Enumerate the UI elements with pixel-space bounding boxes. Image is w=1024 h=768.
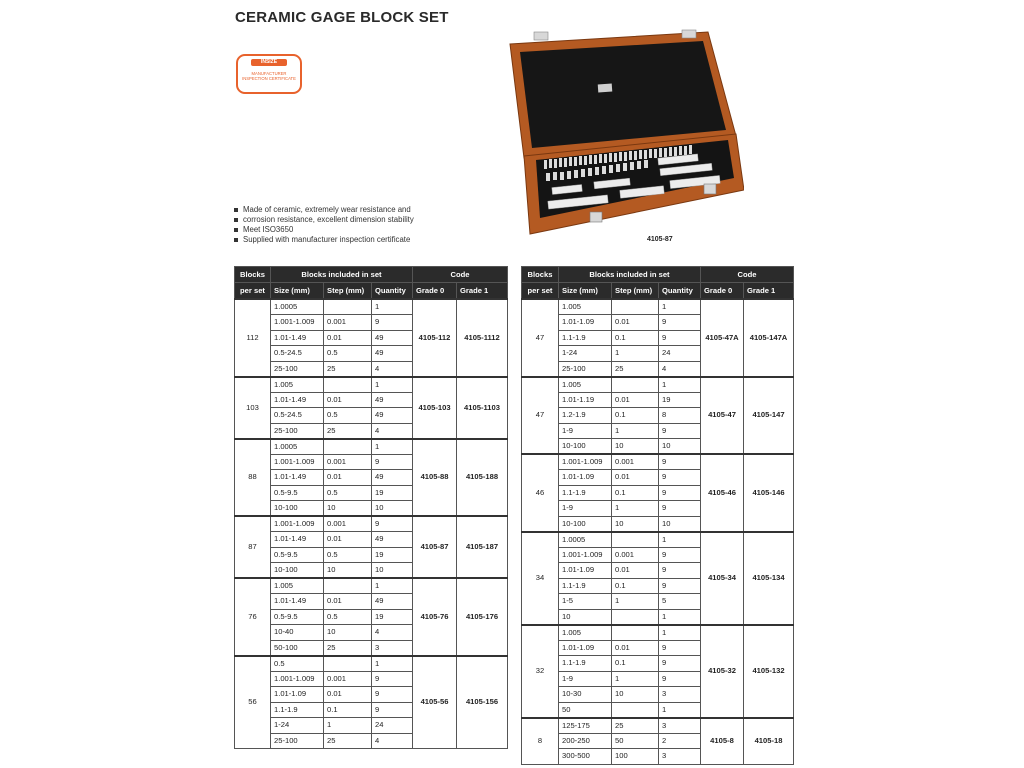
step-cell: 0.01 <box>324 470 372 486</box>
step-cell: 10 <box>324 563 372 579</box>
step-cell: 0.5 <box>324 485 372 501</box>
blocks-per-set-cell: 87 <box>235 516 271 578</box>
step-cell: 25 <box>324 423 372 439</box>
step-cell: 10 <box>324 625 372 641</box>
size-cell: 10-100 <box>559 516 612 532</box>
size-cell: 1-9 <box>559 501 612 517</box>
table-row <box>235 439 508 455</box>
quantity-cell: 1 <box>659 377 701 393</box>
table-row <box>522 454 794 470</box>
step-cell: 0.001 <box>324 671 372 687</box>
quantity-cell: 49 <box>372 392 413 408</box>
grade-0-code-cell: 4105-88 <box>413 439 457 517</box>
header-code: Code <box>413 267 508 283</box>
quantity-cell: 9 <box>659 470 701 486</box>
step-cell: 0.01 <box>324 330 372 346</box>
step-cell: 1 <box>612 671 659 687</box>
step-cell: 1 <box>612 423 659 439</box>
blocks-per-set-cell: 34 <box>522 532 559 625</box>
step-cell: 1 <box>612 346 659 362</box>
step-cell: 0.01 <box>612 563 659 579</box>
step-cell: 25 <box>612 718 659 734</box>
step-cell: 0.001 <box>324 315 372 331</box>
step-cell: 0.5 <box>324 346 372 362</box>
step-cell: 10 <box>612 439 659 455</box>
size-cell: 0.5-9.5 <box>271 485 324 501</box>
quantity-cell: 9 <box>659 485 701 501</box>
size-cell: 200-250 <box>559 733 612 749</box>
step-cell <box>612 299 659 315</box>
step-cell <box>612 609 659 625</box>
quantity-cell: 9 <box>372 454 413 470</box>
inspection-certificate-badge <box>236 54 302 94</box>
size-cell: 1-5 <box>559 594 612 610</box>
step-cell: 50 <box>612 733 659 749</box>
quantity-cell: 49 <box>372 346 413 362</box>
header-blocks: Blocks <box>522 267 559 283</box>
size-cell: 25-100 <box>271 361 324 377</box>
header-size: Size (mm) <box>271 283 324 300</box>
table-row <box>522 718 794 734</box>
quantity-cell: 9 <box>372 516 413 532</box>
table-body-left <box>235 299 508 749</box>
step-cell <box>324 377 372 393</box>
blocks-per-set-cell: 103 <box>235 377 271 439</box>
grade-1-code-cell: 4105-1103 <box>457 377 508 439</box>
size-cell: 1.01-1.19 <box>559 392 612 408</box>
quantity-cell: 10 <box>659 516 701 532</box>
grade-1-code-cell: 4105-147A <box>744 299 794 377</box>
header-grade-1: Grade 1 <box>457 283 508 300</box>
size-cell: 1.01-1.49 <box>271 392 324 408</box>
step-cell: 0.01 <box>612 640 659 656</box>
header-grade-1: Grade 1 <box>744 283 794 300</box>
quantity-cell: 19 <box>372 547 413 563</box>
header-blocks-included: Blocks included in set <box>559 267 701 283</box>
size-cell: 1.1-1.9 <box>559 485 612 501</box>
quantity-cell: 1 <box>372 656 413 672</box>
size-cell: 1.0005 <box>559 532 612 548</box>
size-cell: 1.2-1.9 <box>559 408 612 424</box>
quantity-cell: 1 <box>659 702 701 718</box>
quantity-cell: 49 <box>372 532 413 548</box>
size-cell: 10-100 <box>559 439 612 455</box>
step-cell: 0.01 <box>324 594 372 610</box>
step-cell: 0.01 <box>612 392 659 408</box>
step-cell: 0.1 <box>612 578 659 594</box>
grade-1-code-cell: 4105-188 <box>457 439 508 517</box>
grade-0-code-cell: 4105-56 <box>413 656 457 749</box>
size-cell: 1.005 <box>559 625 612 641</box>
step-cell: 0.01 <box>324 687 372 703</box>
blocks-per-set-cell: 112 <box>235 299 271 377</box>
gage-block-case-image <box>508 28 744 238</box>
quantity-cell: 49 <box>372 408 413 424</box>
step-cell: 0.5 <box>324 408 372 424</box>
size-cell: 1-9 <box>559 423 612 439</box>
step-cell <box>324 656 372 672</box>
size-cell: 1-24 <box>271 718 324 734</box>
blocks-per-set-cell: 47 <box>522 299 559 377</box>
badge-line-2: INSPECTION CERTIFICATE <box>242 76 296 81</box>
quantity-cell: 9 <box>659 423 701 439</box>
size-cell: 1.0005 <box>271 439 324 455</box>
grade-0-code-cell: 4105-8 <box>701 718 744 765</box>
size-cell: 0.5-9.5 <box>271 609 324 625</box>
quantity-cell: 3 <box>659 687 701 703</box>
quantity-cell: 9 <box>659 315 701 331</box>
size-cell: 1.005 <box>271 578 324 594</box>
header-blocks: Blocks <box>235 267 271 283</box>
size-cell: 25-100 <box>559 361 612 377</box>
quantity-cell: 19 <box>372 609 413 625</box>
size-cell: 10-100 <box>271 501 324 517</box>
feature-list <box>233 205 473 245</box>
table-row <box>522 532 794 548</box>
size-cell: 1.01-1.49 <box>271 594 324 610</box>
quantity-cell: 4 <box>372 625 413 641</box>
blocks-per-set-cell: 76 <box>235 578 271 656</box>
header-grade-0: Grade 0 <box>701 283 744 300</box>
quantity-cell: 24 <box>372 718 413 734</box>
size-cell: 1.001-1.009 <box>271 315 324 331</box>
quantity-cell: 1 <box>372 578 413 594</box>
quantity-cell: 3 <box>659 749 701 765</box>
size-cell: 1.1-1.9 <box>559 578 612 594</box>
size-cell: 1.1-1.9 <box>559 656 612 672</box>
size-cell: 10-100 <box>271 563 324 579</box>
size-cell: 1.1-1.9 <box>559 330 612 346</box>
step-cell: 1 <box>612 501 659 517</box>
quantity-cell: 1 <box>659 609 701 625</box>
quantity-cell: 2 <box>659 733 701 749</box>
badge-line-1: MANUFACTURER <box>251 71 287 76</box>
size-cell: 0.5-24.5 <box>271 346 324 362</box>
size-cell: 1-9 <box>559 671 612 687</box>
grade-1-code-cell: 4105-132 <box>744 625 794 718</box>
quantity-cell: 19 <box>372 485 413 501</box>
quantity-cell: 1 <box>372 439 413 455</box>
size-cell: 25-100 <box>271 733 324 749</box>
size-cell: 25-100 <box>271 423 324 439</box>
latch-right <box>704 184 716 194</box>
step-cell: 25 <box>612 361 659 377</box>
table-row <box>522 299 794 315</box>
header-per-set: per set <box>522 283 559 300</box>
quantity-cell: 1 <box>659 299 701 315</box>
page-title: CERAMIC GAGE BLOCK SET <box>235 9 449 26</box>
table-row <box>522 377 794 393</box>
blocks-per-set-cell: 46 <box>522 454 559 532</box>
header-grade-0: Grade 0 <box>413 283 457 300</box>
size-cell: 0.5-9.5 <box>271 547 324 563</box>
size-cell: 1.0005 <box>271 299 324 315</box>
quantity-cell: 4 <box>372 423 413 439</box>
quantity-cell: 9 <box>659 563 701 579</box>
quantity-cell: 9 <box>372 315 413 331</box>
badge-brand-logo: INSIZE <box>251 59 287 66</box>
grade-1-code-cell: 4105-18 <box>744 718 794 765</box>
quantity-cell: 5 <box>659 594 701 610</box>
grade-0-code-cell: 4105-47 <box>701 377 744 455</box>
step-cell <box>324 439 372 455</box>
quantity-cell: 9 <box>659 330 701 346</box>
step-cell <box>612 702 659 718</box>
grade-0-code-cell: 4105-34 <box>701 532 744 625</box>
grade-1-code-cell: 4105-187 <box>457 516 508 578</box>
quantity-cell: 1 <box>372 377 413 393</box>
size-cell: 1.01-1.09 <box>559 470 612 486</box>
blocks-per-set-cell: 32 <box>522 625 559 718</box>
grade-1-code-cell: 4105-134 <box>744 532 794 625</box>
grade-1-code-cell: 4105-147 <box>744 377 794 455</box>
quantity-cell: 49 <box>372 330 413 346</box>
grade-0-code-cell: 4105-46 <box>701 454 744 532</box>
step-cell: 1 <box>612 594 659 610</box>
header-blocks-included: Blocks included in set <box>271 267 413 283</box>
size-cell: 1.01-1.49 <box>271 532 324 548</box>
quantity-cell: 9 <box>659 640 701 656</box>
quantity-cell: 1 <box>372 299 413 315</box>
size-cell: 1.01-1.09 <box>559 640 612 656</box>
size-cell: 1.005 <box>271 377 324 393</box>
table-row <box>235 299 508 315</box>
step-cell: 0.1 <box>324 702 372 718</box>
feature-item: Made of ceramic, extremely wear resistance and <box>233 205 473 215</box>
quantity-cell: 10 <box>659 439 701 455</box>
step-cell: 0.1 <box>612 485 659 501</box>
quantity-cell: 4 <box>659 361 701 377</box>
step-cell: 0.01 <box>324 392 372 408</box>
table-row <box>235 578 508 594</box>
quantity-cell: 3 <box>659 718 701 734</box>
grade-0-code-cell: 4105-87 <box>413 516 457 578</box>
quantity-cell: 9 <box>659 454 701 470</box>
hinge-right <box>682 30 696 38</box>
step-cell: 10 <box>612 516 659 532</box>
step-cell: 0.1 <box>612 408 659 424</box>
table-body-right <box>522 299 794 764</box>
quantity-cell: 10 <box>372 563 413 579</box>
step-cell: 0.001 <box>324 454 372 470</box>
size-cell: 50-100 <box>271 640 324 656</box>
size-cell: 10 <box>559 609 612 625</box>
step-cell: 25 <box>324 733 372 749</box>
quantity-cell: 9 <box>659 501 701 517</box>
size-cell: 1.001-1.009 <box>271 671 324 687</box>
step-cell: 0.001 <box>612 547 659 563</box>
quantity-cell: 8 <box>659 408 701 424</box>
size-cell: 125-175 <box>559 718 612 734</box>
size-cell: 1.001-1.009 <box>559 547 612 563</box>
step-cell: 0.5 <box>324 609 372 625</box>
size-cell: 1.01-1.09 <box>559 315 612 331</box>
grade-1-code-cell: 4105-1112 <box>457 299 508 377</box>
size-cell: 1.01-1.09 <box>271 687 324 703</box>
blocks-per-set-cell: 8 <box>522 718 559 765</box>
quantity-cell: 9 <box>659 578 701 594</box>
step-cell: 0.001 <box>612 454 659 470</box>
quantity-cell: 1 <box>659 532 701 548</box>
step-cell: 0.5 <box>324 547 372 563</box>
step-cell: 10 <box>612 687 659 703</box>
quantity-cell: 9 <box>659 671 701 687</box>
gage-set-table-right <box>521 266 794 765</box>
feature-item: Supplied with manufacturer inspection certificate <box>233 235 473 245</box>
header-quantity: Quantity <box>372 283 413 300</box>
header-size: Size (mm) <box>559 283 612 300</box>
size-cell: 0.5 <box>271 656 324 672</box>
quantity-cell: 10 <box>372 501 413 517</box>
step-cell: 0.01 <box>612 470 659 486</box>
quantity-cell: 19 <box>659 392 701 408</box>
table-row <box>522 625 794 641</box>
table-row <box>235 516 508 532</box>
step-cell: 25 <box>324 640 372 656</box>
step-cell <box>612 377 659 393</box>
grade-0-code-cell: 4105-112 <box>413 299 457 377</box>
quantity-cell: 3 <box>372 640 413 656</box>
step-cell <box>324 299 372 315</box>
size-cell: 1.005 <box>559 299 612 315</box>
grade-1-code-cell: 4105-176 <box>457 578 508 656</box>
size-cell: 300-500 <box>559 749 612 765</box>
quantity-cell: 24 <box>659 346 701 362</box>
header-per-set: per set <box>235 283 271 300</box>
step-cell <box>324 578 372 594</box>
gage-set-table-left <box>234 266 508 749</box>
hinge-left <box>534 32 548 40</box>
step-cell: 100 <box>612 749 659 765</box>
quantity-cell: 9 <box>659 656 701 672</box>
size-cell: 1-24 <box>559 346 612 362</box>
step-cell: 0.001 <box>324 516 372 532</box>
quantity-cell: 4 <box>372 361 413 377</box>
quantity-cell: 9 <box>659 547 701 563</box>
step-cell <box>612 532 659 548</box>
image-caption: 4105-87 <box>647 236 673 243</box>
grade-0-code-cell: 4105-47A <box>701 299 744 377</box>
step-cell: 1 <box>324 718 372 734</box>
blocks-per-set-cell: 88 <box>235 439 271 517</box>
feature-item: corrosion resistance, excellent dimension stability <box>233 215 473 225</box>
size-cell: 10-30 <box>559 687 612 703</box>
blocks-per-set-cell: 56 <box>235 656 271 749</box>
size-cell: 0.5-24.5 <box>271 408 324 424</box>
step-cell: 10 <box>324 501 372 517</box>
header-code: Code <box>701 267 794 283</box>
size-cell: 10-40 <box>271 625 324 641</box>
step-cell: 25 <box>324 361 372 377</box>
header-step: Step (mm) <box>612 283 659 300</box>
lid-label <box>598 84 613 93</box>
step-cell: 0.1 <box>612 330 659 346</box>
size-cell: 1.01-1.09 <box>559 563 612 579</box>
latch-left <box>590 212 602 222</box>
size-cell: 1.01-1.49 <box>271 470 324 486</box>
header-step: Step (mm) <box>324 283 372 300</box>
step-cell <box>612 625 659 641</box>
feature-item: Meet ISO3650 <box>233 225 473 235</box>
grade-1-code-cell: 4105-146 <box>744 454 794 532</box>
table-row <box>235 377 508 393</box>
quantity-cell: 9 <box>372 687 413 703</box>
step-cell: 0.01 <box>324 532 372 548</box>
size-cell: 50 <box>559 702 612 718</box>
grade-0-code-cell: 4105-103 <box>413 377 457 439</box>
size-cell: 1.01-1.49 <box>271 330 324 346</box>
quantity-cell: 9 <box>372 702 413 718</box>
step-cell: 0.01 <box>612 315 659 331</box>
size-cell: 1.005 <box>559 377 612 393</box>
case-lid-lining <box>520 41 726 148</box>
size-cell: 1.1-1.9 <box>271 702 324 718</box>
step-cell: 0.1 <box>612 656 659 672</box>
quantity-cell: 1 <box>659 625 701 641</box>
grade-0-code-cell: 4105-76 <box>413 578 457 656</box>
size-cell: 1.001-1.009 <box>271 516 324 532</box>
quantity-cell: 49 <box>372 470 413 486</box>
quantity-cell: 4 <box>372 733 413 749</box>
quantity-cell: 9 <box>372 671 413 687</box>
header-quantity: Quantity <box>659 283 701 300</box>
table-row <box>235 656 508 672</box>
grade-0-code-cell: 4105-32 <box>701 625 744 718</box>
blocks-per-set-cell: 47 <box>522 377 559 455</box>
size-cell: 1.001-1.009 <box>271 454 324 470</box>
grade-1-code-cell: 4105-156 <box>457 656 508 749</box>
quantity-cell: 49 <box>372 594 413 610</box>
size-cell: 1.001-1.009 <box>559 454 612 470</box>
